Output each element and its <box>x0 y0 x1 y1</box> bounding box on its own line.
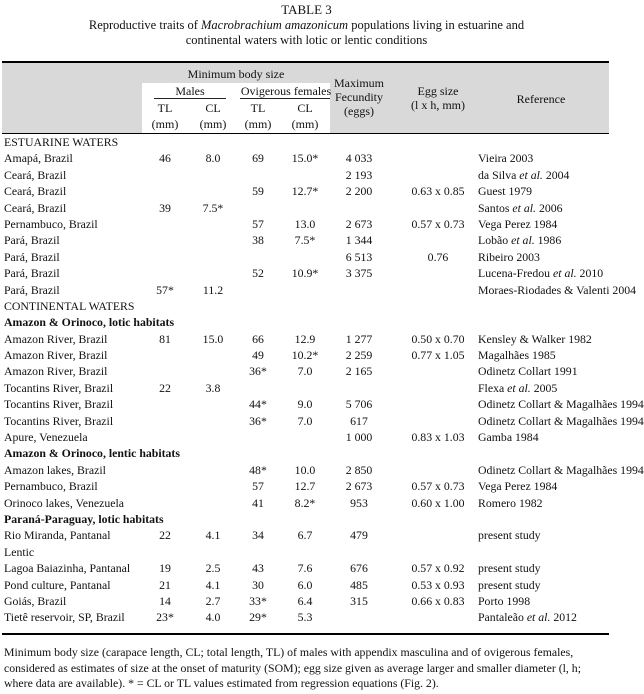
cell-males-cl: 15.0 <box>202 331 224 346</box>
reference-author: Porto 1998 <box>478 593 531 608</box>
subsection-heading-row <box>0 511 613 527</box>
cell-egg-size: 0.50 x 0.70 <box>411 331 465 346</box>
cell-males-tl: 81 <box>159 331 171 346</box>
cell-females-tl: 57 <box>252 479 264 494</box>
cell-locality: Amazon River, Brazil <box>4 331 108 346</box>
cell-females-cl: 6.0 <box>297 577 313 592</box>
table-row <box>0 593 613 609</box>
reference-author: present study <box>478 528 541 543</box>
cell-females-cl: 15.0* <box>291 151 319 166</box>
table-row <box>0 282 637 298</box>
cell-locality: Tocantins River, Brazil <box>4 380 114 395</box>
cell-males-tl: 46 <box>159 151 171 166</box>
cell-egg-size: 0.76 <box>427 249 449 264</box>
header-males-cl: CL <box>205 101 221 115</box>
cell-max-fecundity: 1 277 <box>345 331 373 346</box>
cell-males-tl: 23* <box>156 610 174 625</box>
cell-reference <box>478 429 539 445</box>
cell-reference <box>478 609 577 625</box>
cell-reference <box>478 282 636 298</box>
reference-author: da Silva <box>478 167 520 182</box>
cell-max-fecundity: 2 673 <box>345 216 373 231</box>
cell-locality: Amazon lakes, Brazil <box>4 462 106 477</box>
table-row <box>0 183 613 199</box>
cell-reference <box>478 331 592 347</box>
cell-females-cl: 12.7* <box>291 184 319 199</box>
table-row <box>0 331 613 347</box>
table-row <box>0 396 644 412</box>
cell-males-tl: 22 <box>159 528 171 543</box>
cell-locality: Amazon River, Brazil <box>4 348 108 363</box>
cell-females-tl: 57 <box>252 216 264 231</box>
header-egg-size-1: Egg size <box>417 84 459 98</box>
cell-max-fecundity: 2 673 <box>345 479 373 494</box>
reference-etal: et al. <box>553 266 577 281</box>
subsection-heading: Amazon & Orinoco, lotic habitats <box>4 315 175 330</box>
cell-locality: Pond culture, Pantanal <box>4 577 111 592</box>
table-row <box>0 462 644 478</box>
cell-locality: Pernambuco, Brazil <box>4 216 98 231</box>
subsection-heading-row <box>0 445 613 461</box>
reference-etal: et al. <box>526 610 551 625</box>
cell-egg-size: 0.60 x 1.00 <box>411 495 465 510</box>
cell-males-tl: 22 <box>159 380 171 395</box>
cell-reference <box>478 396 644 412</box>
cell-max-fecundity: 315 <box>350 593 368 608</box>
cell-females-tl: 48* <box>249 462 267 477</box>
reference-author: Pantaleão <box>478 610 527 625</box>
cell-males-cl: 7.5* <box>202 200 224 215</box>
cell-locality: Tietê reservoir, SP, Brazil <box>4 610 125 625</box>
cell-reference <box>478 150 533 166</box>
cell-reference <box>478 183 532 199</box>
reference-etal: et al. <box>511 233 535 248</box>
table-row <box>0 413 644 429</box>
table-row <box>0 265 613 281</box>
cell-locality: Apure, Venezuela <box>4 430 88 445</box>
cell-females-tl: 49 <box>252 348 264 363</box>
reference-author: Odinetz Collart & Magalhães 1994 <box>478 413 644 428</box>
cell-reference <box>478 462 644 478</box>
table-row <box>0 167 613 183</box>
females-underline <box>240 98 330 99</box>
cell-females-tl: 41 <box>252 495 264 510</box>
reference-author: Romero 1982 <box>478 495 543 510</box>
header-females-cl: CL <box>297 101 313 115</box>
section-heading-row <box>0 134 613 150</box>
reference-author: Lobão <box>478 233 512 248</box>
cell-females-cl: 5.3 <box>297 610 313 625</box>
cell-max-fecundity: 2 165 <box>345 364 373 379</box>
table-row <box>0 249 613 265</box>
reference-author: Moraes-Riodades & Valenti 2004 <box>478 282 637 297</box>
header-unit-4: (mm) <box>291 117 319 131</box>
reference-author: Odinetz Collart 1991 <box>478 364 578 379</box>
reference-author: Vega Perez 1984 <box>478 216 558 231</box>
table-row <box>0 495 613 511</box>
cell-locality: Pará, Brazil <box>4 249 60 264</box>
cell-males-cl: 11.2 <box>202 282 224 297</box>
cell-max-fecundity: 5 706 <box>345 397 373 412</box>
caption-pre: Reproductive traits of <box>88 18 201 32</box>
header-egg-size-2: (l x h, mm) <box>411 98 465 112</box>
reference-author: Lucena-Fredou <box>478 266 554 281</box>
cell-reference <box>478 380 557 396</box>
cell-egg-size: 0.83 x 1.03 <box>411 430 465 445</box>
cell-max-fecundity: 953 <box>350 495 368 510</box>
reference-etal: et al. <box>519 167 543 182</box>
cell-reference <box>478 249 540 265</box>
cell-locality: Orinoco lakes, Venezuela <box>4 495 124 510</box>
table-row <box>0 150 613 166</box>
cell-males-tl: 21 <box>159 577 171 592</box>
header-max-fecundity-3: (eggs) <box>344 104 374 118</box>
header-unit-2: (mm) <box>199 117 227 131</box>
cell-locality: Rio Miranda, Pantanal <box>4 528 111 543</box>
section-heading: CONTINENTAL WATERS <box>4 298 135 313</box>
cell-males-cl: 2.5 <box>205 561 221 576</box>
cell-egg-size: 0.53 x 0.93 <box>411 577 465 592</box>
cell-males-cl: 3.8 <box>205 380 221 395</box>
header-max-fecundity-2: Fecundity <box>335 90 383 104</box>
table-row <box>0 478 613 494</box>
cell-males-tl: 39 <box>159 200 171 215</box>
reference-author: Flexa <box>478 380 508 395</box>
cell-reference <box>478 167 569 183</box>
cell-females-cl: 7.5* <box>294 233 316 248</box>
cell-max-fecundity: 676 <box>350 561 368 576</box>
reference-author: Santos <box>478 200 513 215</box>
table-row <box>0 216 613 232</box>
cell-females-cl: 7.6 <box>297 561 313 576</box>
cell-females-tl: 69 <box>252 151 264 166</box>
cell-locality: Ceará, Brazil <box>4 184 67 199</box>
cell-females-tl: 36* <box>249 364 267 379</box>
cell-females-cl: 12.7 <box>294 479 316 494</box>
cell-females-tl: 44* <box>249 397 267 412</box>
cell-max-fecundity: 485 <box>350 577 368 592</box>
header-males: Males <box>175 84 205 98</box>
cell-locality: Tocantins River, Brazil <box>4 413 114 428</box>
section-heading-row <box>0 298 613 314</box>
table-row <box>0 560 613 576</box>
cell-females-cl: 7.0 <box>297 413 313 428</box>
subsection-heading: Paraná-Paraguay, lotic habitats <box>4 511 164 526</box>
table-row <box>0 527 613 543</box>
cell-females-cl: 7.0 <box>297 364 313 379</box>
reference-year: 2010 <box>576 266 604 281</box>
cell-reference <box>478 560 541 576</box>
reference-year: 1986 <box>534 233 562 248</box>
cell-egg-size: 0.77 x 1.05 <box>411 348 465 363</box>
table-body <box>0 134 644 626</box>
cell-reference <box>478 216 557 232</box>
cell-females-cl: 10.9* <box>291 266 319 281</box>
reference-etal: et al. <box>512 200 537 215</box>
cell-reference <box>478 413 644 429</box>
cell-reference <box>478 265 603 281</box>
cell-males-cl: 4.1 <box>205 577 221 592</box>
reference-author: Gamba 1984 <box>478 430 539 445</box>
reference-author: Guest 1979 <box>478 184 533 199</box>
cell-max-fecundity: 1 000 <box>345 430 373 445</box>
cell-reference <box>478 363 578 379</box>
header-males-tl: TL <box>157 101 173 115</box>
header-max-fecundity-1: Maximum <box>334 76 384 90</box>
cell-males-cl: 8.0 <box>205 151 221 166</box>
reference-author: Ribeiro 2003 <box>478 249 540 264</box>
header-unit-3: (mm) <box>244 117 272 131</box>
cell-max-fecundity: 2 850 <box>345 462 373 477</box>
cell-egg-size: 0.57 x 0.73 <box>411 479 465 494</box>
cell-reference <box>478 347 556 363</box>
cell-males-tl: 19 <box>159 561 171 576</box>
table-row <box>0 609 613 625</box>
cell-reference <box>478 577 541 593</box>
table-caption-line2: continental waters with lotic or lentic conditions <box>185 33 428 47</box>
cell-males-cl: 2.7 <box>205 593 221 608</box>
reference-author: Magalhães 1985 <box>478 348 556 363</box>
cell-max-fecundity: 1 344 <box>345 233 373 248</box>
table-row <box>0 380 613 396</box>
cell-locality: Lagoa Baiazinha, Pantanal <box>4 561 131 576</box>
cell-females-cl: 8.2* <box>294 495 316 510</box>
cell-reference <box>478 527 541 543</box>
reference-year: 2012 <box>550 610 577 625</box>
cell-reference <box>478 593 530 609</box>
reference-author: Odinetz Collart & Magalhães 1994 <box>478 397 644 412</box>
cell-females-tl: 52 <box>252 266 264 281</box>
cell-max-fecundity: 4 033 <box>345 151 373 166</box>
cell-females-tl: 29* <box>249 610 267 625</box>
cell-max-fecundity: 3 375 <box>345 266 373 281</box>
cell-females-cl: 6.4 <box>297 593 313 608</box>
header-reference: Reference <box>516 92 566 106</box>
reference-year: 2006 <box>536 200 563 215</box>
cell-reference <box>478 495 543 511</box>
reference-year: 2005 <box>530 380 558 395</box>
table-row <box>0 577 613 593</box>
cell-females-cl: 10.2* <box>291 348 319 363</box>
cell-locality: Pernambuco, Brazil <box>4 479 98 494</box>
cell-locality: Pará, Brazil <box>4 233 60 248</box>
cell-females-tl: 59 <box>252 184 264 199</box>
cell-egg-size: 0.63 x 0.85 <box>411 184 465 199</box>
header-unit-1: (mm) <box>151 117 179 131</box>
cell-reference <box>478 478 557 494</box>
cell-females-tl: 30 <box>252 577 264 592</box>
cell-locality: Ceará, Brazil <box>4 200 67 215</box>
cell-males-tl: 14 <box>159 593 171 608</box>
cell-locality: Goiás, Brazil <box>4 593 67 608</box>
cell-egg-size: 0.66 x 0.83 <box>411 593 465 608</box>
cell-egg-size: 0.57 x 0.73 <box>411 216 465 231</box>
caption-species: Macrobrachium amazonicum <box>201 18 349 32</box>
cell-females-tl: 33* <box>249 593 267 608</box>
reference-etal: et al. <box>507 380 531 395</box>
table-row <box>0 429 613 445</box>
cell-females-cl: 6.7 <box>297 528 313 543</box>
cell-females-cl: 12.9 <box>294 331 316 346</box>
header-min-body-size: Minimum body size <box>187 67 285 81</box>
reference-author: Vieira 2003 <box>478 151 534 166</box>
cell-locality: Amazon River, Brazil <box>4 364 108 379</box>
group-label-row <box>0 544 613 560</box>
bottom-rule <box>2 633 609 635</box>
caption-post: populations living in estuarine and <box>348 18 525 32</box>
cell-max-fecundity: 2 193 <box>345 167 373 182</box>
cell-locality: Ceará, Brazil <box>4 167 67 182</box>
cell-females-cl: 13.0 <box>294 216 316 231</box>
cell-females-tl: 36* <box>249 413 267 428</box>
table-row <box>0 232 613 248</box>
header-ovigerous-females: Ovigerous females <box>240 84 332 98</box>
table-row <box>0 200 613 216</box>
reference-author: present study <box>478 577 541 592</box>
cell-females-tl: 43 <box>252 561 264 576</box>
header-bg-left <box>2 63 142 133</box>
cell-max-fecundity: 6 513 <box>345 249 373 264</box>
cell-females-tl: 34 <box>252 528 264 543</box>
header-females-tl: TL <box>250 101 266 115</box>
table-caption-line1 <box>0 18 613 33</box>
subsection-heading: Amazon & Orinoco, lentic habitats <box>4 446 180 461</box>
cell-max-fecundity: 2 259 <box>345 348 373 363</box>
section-heading: ESTUARINE WATERS <box>4 135 119 149</box>
reference-author: present study <box>478 561 541 576</box>
cell-reference <box>478 200 563 216</box>
cell-max-fecundity: 2 200 <box>345 184 373 199</box>
cell-males-cl: 4.1 <box>205 528 221 543</box>
cell-locality: Tocantins River, Brazil <box>4 397 114 412</box>
cell-locality: Pará, Brazil <box>4 282 60 297</box>
cell-locality: Pará, Brazil <box>4 266 60 281</box>
table-row <box>0 347 613 363</box>
cell-females-cl: 10.0 <box>294 462 316 477</box>
reference-year: 2004 <box>542 167 570 182</box>
table-footnote: Minimum body size (carapace length, CL; total length, TL) of males with appendix masculina and of ovigerous females, considered as estimates of size at the onset of maturity (SOM); egg size given as average larger and smaller diameter (l, h; where data are available). * = CL or TL values estimated from regression equations (Fig. 2). <box>4 645 581 690</box>
males-underline <box>154 98 226 99</box>
cell-females-tl: 38 <box>252 233 264 248</box>
cell-males-cl: 4.0 <box>205 610 221 625</box>
cell-males-tl: 57* <box>156 282 174 297</box>
group-label: Lentic <box>4 544 35 559</box>
cell-females-cl: 9.0 <box>297 397 313 412</box>
cell-locality: Amapá, Brazil <box>4 151 73 166</box>
cell-reference <box>478 232 561 248</box>
cell-max-fecundity: 617 <box>350 413 368 428</box>
cell-max-fecundity: 479 <box>350 528 368 543</box>
subsection-heading-row <box>0 314 613 330</box>
table-row <box>0 363 613 379</box>
reference-author: Odinetz Collart & Magalhães 1994 <box>478 462 644 477</box>
reference-author: Vega Perez 1984 <box>478 479 558 494</box>
table-label: TABLE 3 <box>281 2 332 17</box>
cell-females-tl: 66 <box>252 331 264 346</box>
cell-egg-size: 0.57 x 0.92 <box>411 561 465 576</box>
reference-author: Kensley & Walker 1982 <box>478 331 592 346</box>
